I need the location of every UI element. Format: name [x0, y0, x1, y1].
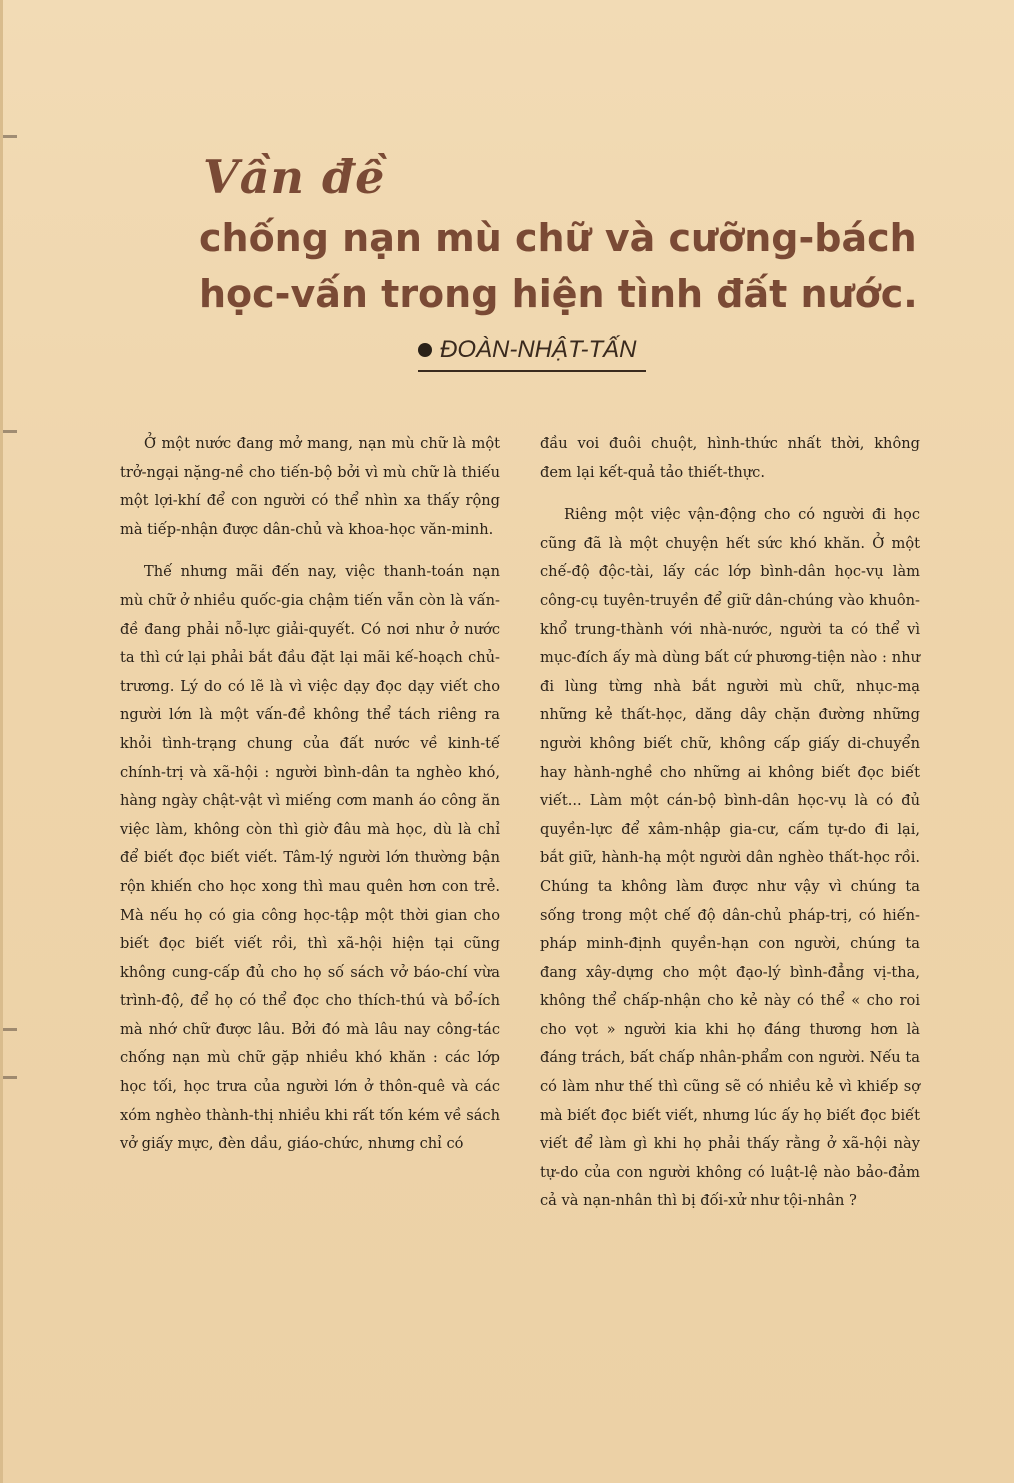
- margin-mark: [3, 1028, 17, 1031]
- article-title: chống nạn mù chữ và cưỡng-bách học-vấn trong hiện tình đất nước.: [199, 216, 918, 316]
- margin-mark: [3, 430, 17, 433]
- paragraph: Thế nhưng mãi đến nay, việc thanh-toán nạn mù chữ ở nhiều quốc-gia chậm tiến vẫn còn là vấn-đề đang phải nỗ-lực giải-quyết. Có nơi như ở nước ta thì cứ lại phải bắt đầu đặt lại mãi kế-hoạch chủ-trương. Lý do có lẽ là vì việc dạy đọc dạy viết cho người lớn là một vấn-đề không thể tách riêng ra khỏi tình-trạng chung của đất nước về kinh-tế chính-trị và xã-hội : người bình-dân ta nghèo khó, hàng ngày chật-vật vì miếng cơm manh áo công ăn việc làm, không còn thì giờ đâu mà học, dù là chỉ để biết đọc biết viết. Tâm-lý người lớn thường bận rộn khiến cho học xong thì mau quên hơn con trẻ. Mà nếu họ có gia công học-tập một thời gian cho biết đọc biết viết rồi, thì xã-hội hiện tại cũng không cung-cấp đủ cho họ số sách vở báo-chí vừa trình-độ, để họ có thể đọc cho thích-thú và bổ-ích mà nhớ chữ được lâu. Bởi đó mà lâu nay công-tác chống nạn mù chữ gặp nhiều khó khăn : các lớp học tối, học trưa của người lớn ở thôn-quê và các xóm nghèo thành-thị nhiều khi rất tốn kém về sách vở giấy mực, đèn dầu, giáo-chức, nhưng chỉ có: [120, 563, 500, 1153]
- margin-mark: [3, 135, 17, 138]
- right-column: [540, 430, 920, 1230]
- paragraph: Riêng một việc vận-động cho có người đi học cũng đã là một chuyện hết sức khó khăn. Ở một chế-độ độc-tài, lấy các lớp bình-dân học-vụ làm công-cụ tuyên-truyền để giữ dân-chúng vào khuôn-khổ trung-thành với nhà-nước, người ta có thể vì mục-đích ấy mà dùng bất cứ phương-tiện nào : như đi lùng từng nhà bắt người mù chữ, nhục-mạ những kẻ thất-học, dăng dây chặn đường những người không biết chữ, không cấp giấy di-chuyển hay hành-nghề cho những ai không biết đọc biết viết... Làm một cán-bộ bình-dân học-vụ là có đủ quyền-lực để xâm-nhập gia-cư, cấm tự-do đi lại, bắt giữ, hành-hạ một người dân nghèo thất-học rồi. Chúng ta không làm được như vậy vì chúng ta sống trong một chế độ dân-chủ pháp-trị, có hiến-pháp minh-định quyền-hạn con người, chúng ta đang xây-dựng cho một đạo-lý bình-đẳng vị-tha, không thể chấp-nhận cho kẻ này có thể « cho roi cho vọt » người kia khi họ đáng thương hơn là đáng trách, bất chấp nhân-phẩm con người. Nếu ta có làm như thế thì cũng sẽ có nhiều kẻ vì khiếp sợ mà biết đọc biết viết, nhưng lúc ấy họ biết đọc biết viết để làm gì khi họ phải thấy rằng ở xã-hội này tự-do của con người không có luật-lệ nào bảo-đảm cả và nạn-nhân thì bị đối-xử như tội-nhân ?: [540, 506, 920, 1210]
- paragraph: đầu voi đuôi chuột, hình-thức nhất thời, không đem lại kết-quả tảo thiết-thực.: [540, 435, 920, 481]
- bullet-icon: [418, 343, 432, 357]
- left-column: [120, 430, 500, 1173]
- article-kicker: Vần đề: [203, 150, 386, 204]
- paragraph: Ở một nước đang mở mang, nạn mù chữ là một trở-ngại nặng-nề cho tiến-bộ bởi vì mù chữ là thiếu một lợi-khí để con người có thể nhìn xa thấy rộng mà tiếp-nhận được dân-chủ và khoa-học văn-minh.: [120, 435, 500, 538]
- article-byline: [418, 336, 646, 372]
- author-name: ĐOÀN-NHẬT-TẤN: [440, 336, 637, 363]
- margin-mark: [3, 1076, 17, 1079]
